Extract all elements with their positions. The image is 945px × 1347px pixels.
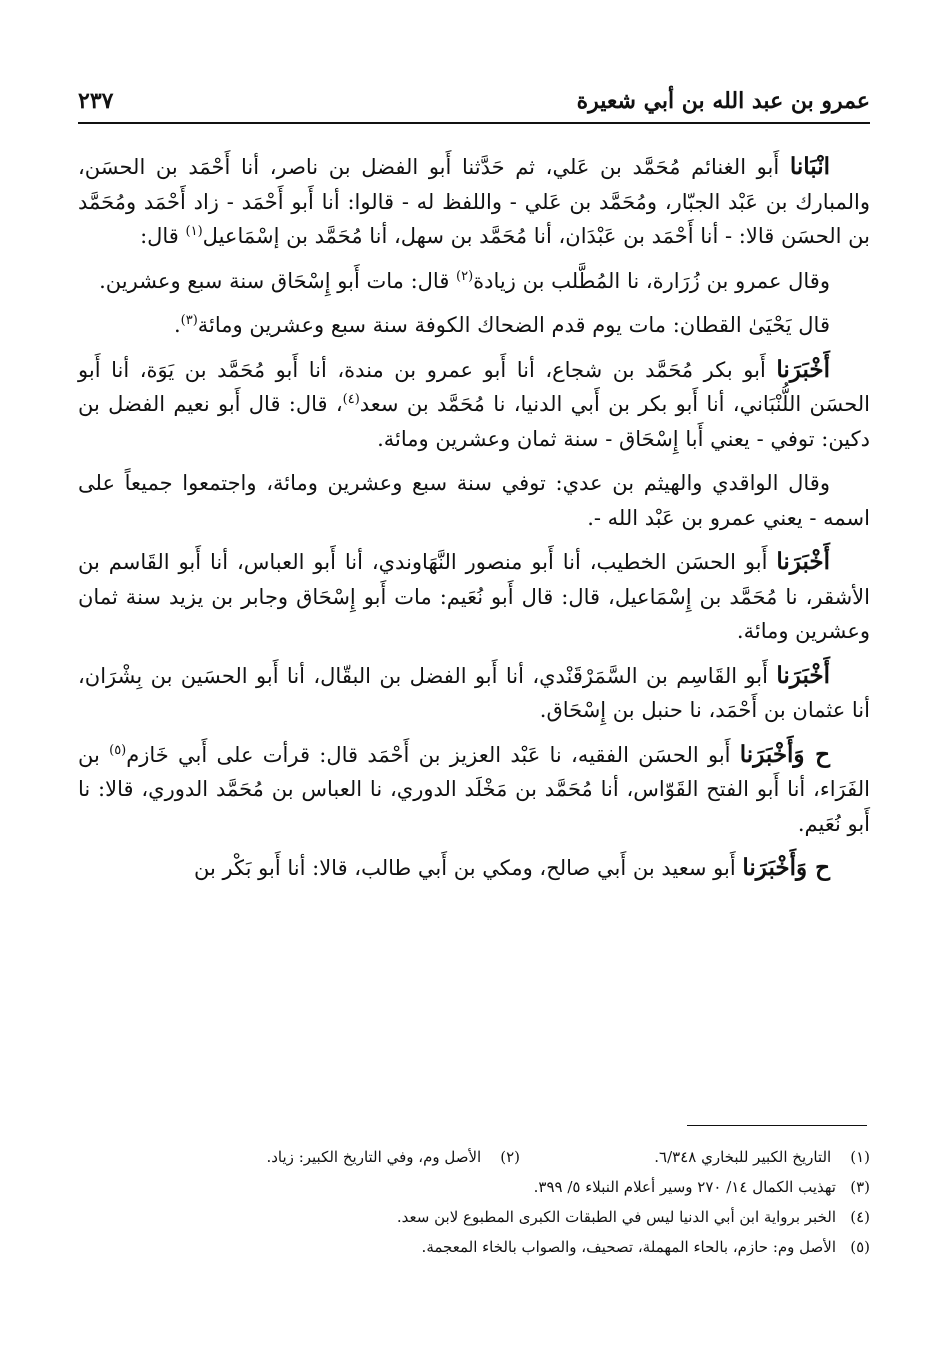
paragraph [78,545,870,649]
paragraph-text: أَبو الحسَن الخطيب، أنا أَبو منصور النَّهَاوندي، أنا أَبو العباس، أنا أَبو القَاسم بن الأشقر، نا مُحَمَّد بن إِسْمَاعيل، قال: قال أَبو نُعَيم: مات أَبو إِسْحَاق وجابر بن يزيد سنة ثمان وعشرين ومائة. [78,550,870,643]
paragraph-text: قال: [140,224,186,248]
paragraph-text: أَبو الحسَن الفقيه، نا عَبْد العزيز بن أَحْمَد قال: قرأت على أَبي خَازم [126,742,740,767]
footnote-text: الخبر برواية ابن أبي الدنيا ليس في الطبقات الكبرى المطبوع لابن سعد. [396,1208,836,1226]
paragraph-text: بن الفَرَاء، أنا أَبو الفتح القَوّاس، أنا مُحَمَّد بن مَخْلَد الدوري، نا العباس بن مُحَمَّد الدوري، قالا: نا أَبو نُعَيم. [78,742,870,836]
footnote-text: الأصل وم، وفي التاريخ الكبير: زياد. [266,1148,482,1166]
footnote-1 [520,1142,870,1172]
running-header [78,82,870,124]
footnote-number: (٣) [850,1178,870,1196]
paragraph [78,353,870,457]
running-title: عمرو بن عبد الله بن أبي شعيرة [576,88,870,114]
paragraph [78,150,870,254]
footnote-4 [78,1202,870,1232]
narration-keyword: انْبَانا [789,153,830,180]
narration-keyword: ح وَأَخْبَرَنا [742,854,830,881]
footnote-number: (٥) [850,1238,870,1256]
footnote-row [78,1142,870,1172]
narration-keyword: أَخْبَرَنا [776,355,830,383]
footnote-3 [78,1172,870,1202]
paragraph [78,851,870,886]
paragraph [78,738,870,842]
footnote-number: (١) [850,1148,870,1166]
footnote-text: تهذيب الكمال ١٤/ ٢٧٠ وسير أعلام النبلاء ٥/ ٣٩٩. [533,1178,836,1196]
paragraph [78,308,870,343]
footnote-marker: (٢) [456,268,474,284]
paragraph [78,264,870,299]
footnotes [78,1142,870,1262]
paragraph [78,659,870,728]
paragraph-text: أَبو الغنائم مُحَمَّد بن عَلي، ثم حَدَّثنا أَبو الفضل بن ناصر، أنا أَحْمَد بن الحسَن، والمبارك بن عَبْد الجبّار، ومُحَمَّد بن عَلي - واللفظ له - قالوا: أنا أَبو أَحْمَد - زاد أَحْمَد ومُحَمَّد بن الحسَن قالا: - أنا أَحْمَد بن عَبْدَان، أنا مُحَمَّد بن سهل، أنا مُحَمَّد بن إسْمَاعيل [78,155,870,248]
footnote-marker: (٣) [180,313,198,328]
footnote-text: الأصل وم: حازم، بالحاء المهملة، تصحيف، والصواب بالخاء المعجمة. [421,1238,836,1256]
paragraph-text: أَبو القَاسِم بن السَّمَرْقَنْدي، أنا أَبو الفضل بن البقّال، أنا أَبو الحسَين بن بِشْرَان، أنا عثمان بن أَحْمَد، نا حنبل بن إِسْحَاق. [78,663,870,722]
footnote-marker: (١) [185,224,203,239]
page-number: ٢٣٧ [78,88,114,114]
footnote-text: التاريخ الكبير للبخاري ٦/٣٤٨. [654,1148,832,1166]
paragraph-text: . [173,313,181,337]
footnote-marker: (٥) [109,742,127,758]
paragraph-text: قال: مات أَبو إِسْحَاق سنة سبع وعشرين. [99,268,457,293]
narration-keyword: أَخْبَرَنا [776,548,830,575]
paragraph-text: وقال عمرو بن زُرَارة، نا المُطَّلب بن زيادة [473,268,830,293]
footnote-number: (٢) [500,1148,520,1166]
footnote-divider [687,1125,867,1126]
narration-keyword: ح وَأَخْبَرَنا [739,740,830,768]
footnote-5 [78,1232,870,1262]
paragraph-text: ، قال: قال أَبو نعيم الفضل بن دكين: توفي - يعني أَبا إِسْحَاق - سنة ثمان وعشرين ومائة. [78,392,870,451]
paragraph-text: أَبو سعيد بن أَبي صالح، ومكي بن أَبي طالب، قالا: أنا أَبو بَكْر بن [193,856,743,880]
paragraph-text: قال يَحْيَىٰ القطان: مات يوم قدم الضحاك الكوفة سنة سبع وعشرين ومائة [197,313,830,337]
main-text [78,150,870,896]
footnote-2 [266,1142,520,1172]
footnote-marker: (٤) [342,392,360,407]
paragraph-text: أَبو بكر مُحَمَّد بن شجاع، أنا أَبو عمرو بن مندة، أنا أَبو مُحَمَّد بن يَوَة، أنا أَبو الحسَن اللُّنْبَاني، أنا أَبو بكر بن أَبي الدنيا، نا مُحَمَّد بن سعد [78,357,870,416]
paragraph-text: وقال الواقدي والهيثم بن عدي: توفي سنة سبع وعشرين ومائة، واجتمعوا جميعاً على اسمه - يعني عمرو بن عَبْد الله -. [78,471,870,530]
narration-keyword: أَخْبَرَنا [776,661,830,689]
footnote-number: (٤) [850,1208,870,1226]
paragraph [78,466,870,535]
